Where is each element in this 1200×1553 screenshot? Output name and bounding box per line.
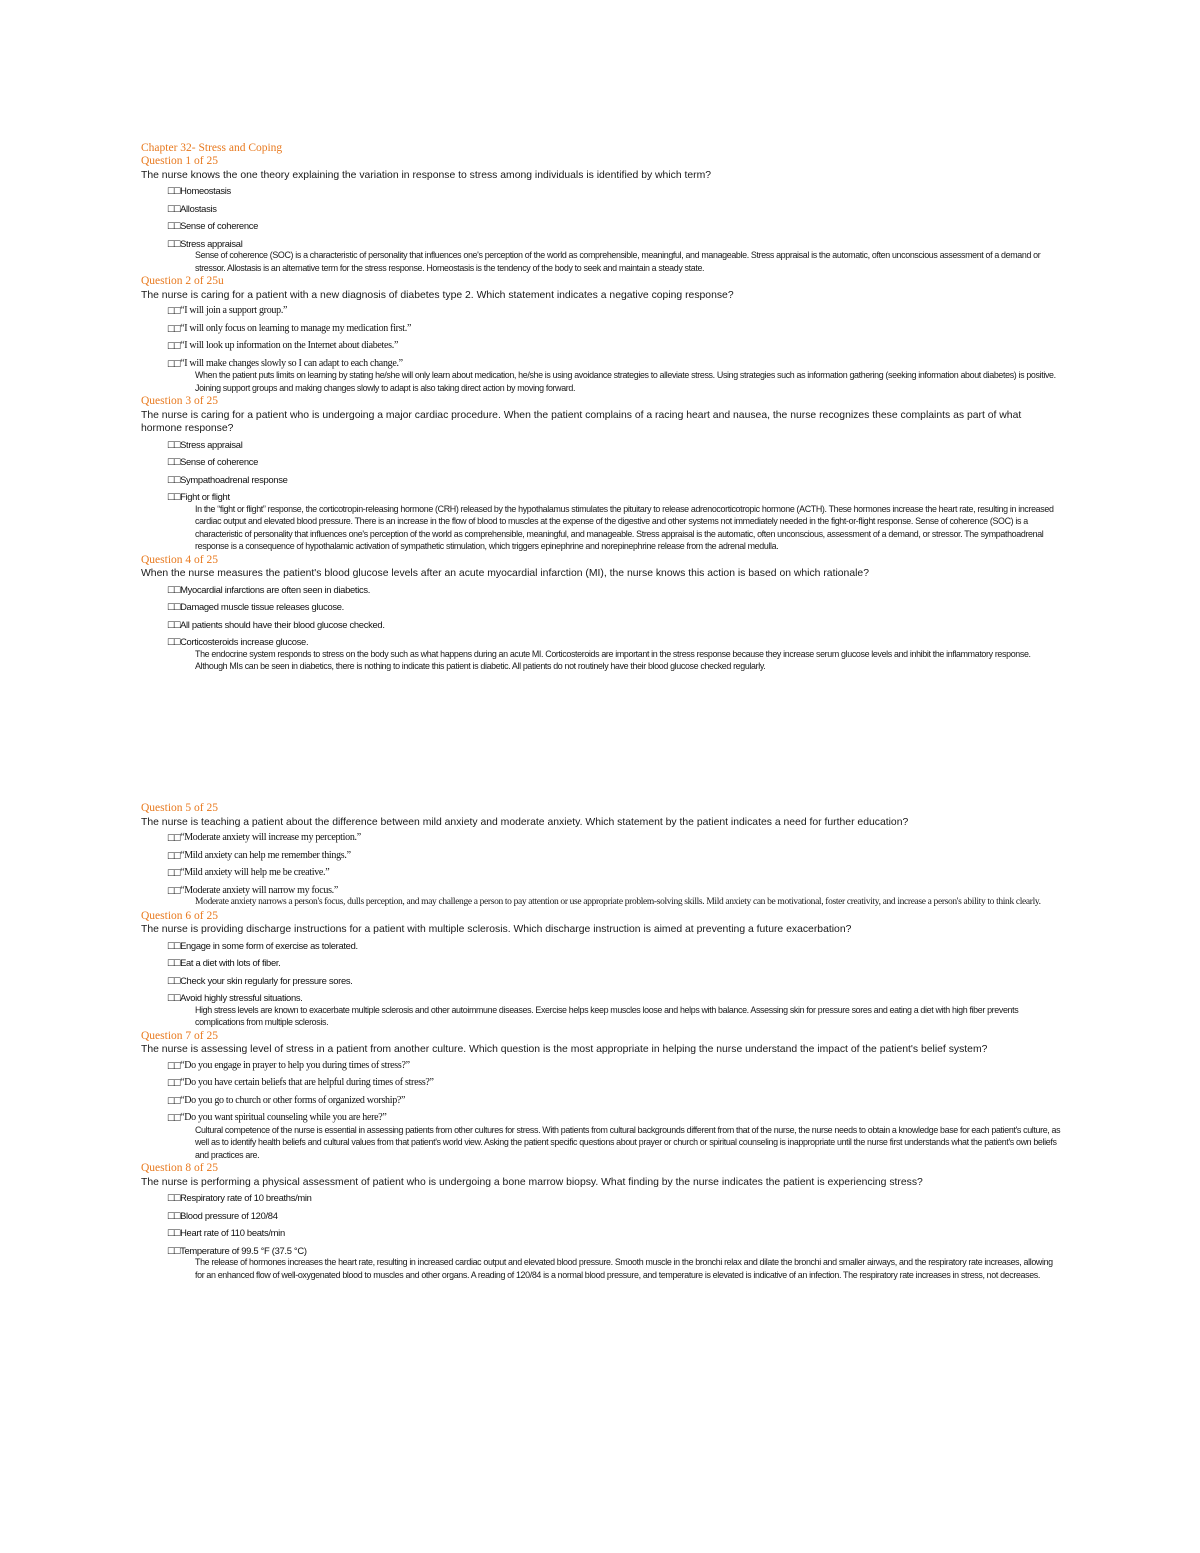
option-text: Sense of coherence	[180, 456, 259, 467]
checkbox-icon: □□	[167, 975, 180, 986]
option-text: Temperature of 99.5 °F (37.5 °C)	[180, 1244, 307, 1256]
answer-options	[141, 584, 1061, 649]
checkbox-icon: □□	[167, 940, 180, 951]
question-stem: The nurse is teaching a patient about the difference between mild anxiety and moderate anxiety. Which statement by the patient indicates a need for further education?	[141, 816, 909, 828]
checkbox-icon: □□	[167, 993, 180, 1003]
option-text: Corticosteroids increase glucose.	[180, 636, 309, 647]
answer-option[interactable]	[167, 1112, 1061, 1124]
checkbox-icon: □□	[167, 186, 180, 196]
answer-option[interactable]	[167, 584, 1061, 596]
checkbox-icon: □□	[167, 1113, 180, 1123]
answer-options	[141, 185, 1061, 250]
option-text: Blood pressure of 120/84	[180, 1209, 278, 1221]
question-number: Question 6 of 25	[141, 909, 218, 922]
checkbox-icon: □□	[167, 238, 180, 249]
checkbox-icon: □□	[167, 602, 180, 612]
question-number: Question 8 of 25	[141, 1162, 218, 1174]
rationale: In the “fight or flight” response, the corticotropin-releasing hormone (CRH) released by the hypothalamus stimulates the pituitary to release adrenocorticotropic hormone (ACTH). These hormones increase the heart rate, resulting in increased cardiac output and elevated blood pressure. There is an increase in the flow of blood to muscles at the expense of the digestive and other systems not immediately needed in the fight-or-flight response. Sense of coherence (SOC) is a characteristic of personality that influences one's perception of the world as comprehensible, meaningful, and manageable. Stress appraisal is the automatic, often unconscious, assessment of a demand, or stressor. The sympathoadrenal response is a consequence of hypothalamic activation of sympathetic stimulation, which triggers epinephrine and norepinephrine release from the adrenal medulla.	[195, 503, 1054, 551]
option-text: “Mild anxiety can help me remember things.”	[180, 849, 351, 861]
question-6	[141, 910, 1061, 1029]
question-number: Question 3 of 25	[141, 395, 218, 407]
checkbox-icon: □□	[167, 358, 180, 369]
checkbox-icon: □□	[167, 306, 180, 316]
checkbox-icon: □□	[167, 474, 180, 485]
option-text: Allostasis	[180, 202, 217, 214]
rationale: High stress levels are known to exacerbate multiple sclerosis and other autoimmune diseases. Exercise helps keep muscles loose and helps with balance. Assessing skin for pressure sores and eating a diet with high fiber prevents complications from multiple sclerosis.	[195, 1004, 1019, 1027]
checkbox-icon: □□	[167, 637, 180, 647]
answer-option[interactable]	[167, 601, 1061, 613]
answer-option[interactable]	[167, 885, 1061, 897]
option-text: “I will make changes slowly so I can adapt to each change.”	[180, 357, 403, 369]
question-3	[141, 395, 1061, 553]
answer-option[interactable]	[167, 439, 1061, 451]
answer-option[interactable]	[167, 850, 1061, 862]
option-text: Respiratory rate of 10 breaths/min	[180, 1192, 312, 1203]
rationale: The release of hormones increases the heart rate, resulting in increased cardiac output and elevated blood pressure. Smooth muscle in the bronchi relax and dilate the bronchi and smaller airways, and the respiratory rate increases, allowing for an enhanced flow of well-oxygenated blood to muscles and other organs. A reading of 120/84 is a normal blood pressure, and temperature is elevated is indicative of an infection. The respiratory rate increases in stress, not decreases.	[195, 1257, 1053, 1280]
question-number: Question 2 of 25u	[141, 275, 224, 287]
answer-option[interactable]	[167, 305, 1061, 317]
checkbox-icon: □□	[167, 457, 180, 467]
checkbox-icon: □□	[167, 868, 180, 878]
checkbox-icon: □□	[167, 958, 180, 968]
question-stem: The nurse is caring for a patient who is undergoing a major cardiac procedure. When the patient complains of a racing heart and nausea, the nurse recognizes these complaints as part of what hormone response?	[141, 409, 1022, 434]
checkbox-icon: □□	[167, 1078, 180, 1088]
answer-option[interactable]	[167, 619, 1061, 631]
question-1	[141, 155, 1061, 274]
answer-options	[141, 832, 1061, 897]
answer-option[interactable]	[167, 1095, 1061, 1107]
answer-option[interactable]	[167, 992, 1061, 1004]
checkbox-icon: □□	[167, 221, 180, 231]
checkbox-icon: □□	[167, 1095, 180, 1106]
option-text: Eat a diet with lots of fiber.	[180, 957, 281, 968]
option-text: Stress appraisal	[180, 237, 243, 249]
question-7	[141, 1030, 1061, 1162]
option-text: “I will only focus on learning to manage my medication first.”	[180, 322, 412, 334]
rationale: When the patient puts limits on learning by stating he/she will only learn about medication, he/she is using avoidance strategies to alleviate stress. Using strategies such as information gathering (seeking information about diabetes) is positive. Joining support groups and making changes slowly to adapt is also taking direct action by moving forward.	[195, 370, 1056, 393]
page-content-top	[141, 141, 1061, 674]
option-text: “I will look up information on the Internet about diabetes.”	[180, 340, 399, 351]
option-text: Heart rate of 110 beats/min	[180, 1227, 285, 1238]
answer-option[interactable]	[167, 238, 1061, 250]
answer-option[interactable]	[167, 323, 1061, 335]
answer-option[interactable]	[167, 340, 1061, 352]
checkbox-icon: □□	[167, 833, 180, 843]
question-stem: The nurse is caring for a patient with a new diagnosis of diabetes type 2. Which statement indicates a negative coping response?	[141, 289, 734, 301]
option-text: “Do you go to church or other forms of organized worship?”	[180, 1094, 406, 1106]
option-text: “Do you have certain beliefs that are helpful during times of stress?”	[180, 1077, 434, 1088]
option-text: “Do you engage in prayer to help you during times of stress?”	[180, 1059, 410, 1071]
option-text: “Moderate anxiety will increase my perception.”	[180, 832, 361, 843]
answer-option[interactable]	[167, 203, 1061, 215]
question-number: Question 1 of 25	[141, 155, 218, 167]
answer-options	[141, 305, 1061, 370]
option-text: Sympathoadrenal response	[180, 473, 288, 485]
checkbox-icon: □□	[167, 885, 180, 896]
rationale: The endocrine system responds to stress on the body such as what happens during an acute MI. Corticosteroids are important in the stress response because they increase serum glucose levels and inhibit the inflammatory response. Although MIs can be seen in diabetics, there is nothing to indicate this patient is diabetic. All patients do not routinely have their blood glucose checked regularly.	[195, 648, 1031, 671]
checkbox-icon: □□	[167, 1060, 180, 1071]
answer-option[interactable]	[167, 474, 1061, 486]
checkbox-icon: □□	[167, 203, 180, 214]
answer-option[interactable]	[167, 358, 1061, 370]
answer-option[interactable]	[167, 1210, 1061, 1222]
answer-option[interactable]	[167, 1192, 1061, 1204]
answer-option[interactable]	[167, 832, 1061, 844]
rationale: Sense of coherence (SOC) is a characteristic of personality that influences one's perception of the world as comprehensible, meaningful, and manageable. Stress appraisal is the automatic, often unconscious assessment of a demand or stressor. Allostasis is an alternative term for the stress response. Homeostasis is the tendency of the body to seek and maintain a steady state.	[195, 250, 1041, 273]
option-text: “Do you want spiritual counseling while you are here?”	[180, 1112, 387, 1123]
answer-option[interactable]	[167, 1227, 1061, 1239]
checkbox-icon: □□	[167, 584, 180, 595]
answer-option[interactable]	[167, 491, 1061, 503]
option-text: All patients should have their blood glucose checked.	[180, 618, 385, 630]
answer-option[interactable]	[167, 957, 1061, 969]
checkbox-icon: □□	[167, 1193, 180, 1203]
checkbox-icon: □□	[167, 619, 180, 630]
option-text: Avoid highly stressful situations.	[180, 992, 303, 1003]
chapter-title: Chapter 32- Stress and Coping	[141, 142, 283, 154]
option-text: Fight or flight	[180, 491, 230, 502]
option-text: Damaged muscle tissue releases glucose.	[180, 601, 344, 612]
checkbox-icon: □□	[167, 492, 180, 502]
answer-option[interactable]	[167, 867, 1061, 879]
checkbox-icon: □□	[167, 1245, 180, 1256]
question-2	[141, 275, 1061, 394]
rationale: Cultural competence of the nurse is essential in assessing patients from other cultures for stress. With patients from cultural backgrounds different from that of the nurse, the nurse needs to obtain a knowledge base for each patient's culture, as well as to identify health beliefs and cultural values from that patient's world view. Asking the patient specific questions about prayer or church or spiritual counseling is inappropriate until the nurse first understands what the patient's own beliefs and practices are.	[195, 1124, 1061, 1160]
question-number: Question 4 of 25	[141, 553, 218, 566]
answer-options	[141, 940, 1061, 1005]
question-stem: The nurse is providing discharge instructions for a patient with multiple sclerosis. Which discharge instruction is aimed at preventing a future exacerbation?	[141, 924, 852, 935]
answer-options	[141, 1192, 1061, 1257]
answer-options	[141, 1060, 1061, 1125]
option-text: Sense of coherence	[180, 220, 259, 231]
answer-option[interactable]	[167, 1077, 1061, 1089]
option-text: Homeostasis	[180, 185, 231, 196]
question-8	[141, 1162, 1061, 1281]
answer-option[interactable]	[167, 220, 1061, 232]
answer-option[interactable]	[167, 1245, 1061, 1257]
rationale: Moderate anxiety narrows a person's focus, dulls perception, and may challenge a person to pay attention or use appropriate problem-solving skills. Mild anxiety can be motivational, foster creativity, and increase a person's ability to think clearly.	[195, 897, 1041, 907]
question-4	[141, 554, 1061, 673]
answer-options	[141, 439, 1061, 504]
answer-option[interactable]	[167, 456, 1061, 468]
question-number: Question 5 of 25	[141, 802, 218, 814]
checkbox-icon: □□	[167, 1210, 180, 1221]
answer-option[interactable]	[167, 636, 1061, 648]
question-5	[141, 802, 1061, 909]
question-stem: The nurse is performing a physical assessment of patient who is undergoing a bone marrow biopsy. What finding by the nurse indicates the patient is experiencing stress?	[141, 1176, 923, 1188]
question-stem: The nurse knows the one theory explaining the variation in response to stress among individuals is identified by which term?	[141, 169, 712, 181]
checkbox-icon: □□	[167, 850, 180, 861]
answer-option[interactable]	[167, 1060, 1061, 1072]
option-text: Check your skin regularly for pressure sores.	[180, 974, 353, 986]
option-text: Engage in some form of exercise as tolerated.	[180, 939, 358, 951]
checkbox-icon: □□	[167, 1228, 180, 1238]
checkbox-icon: □□	[167, 323, 180, 334]
question-stem: When the nurse measures the patient's blood glucose levels after an acute myocardial infarction (MI), the nurse knows this action is based on which rationale?	[141, 568, 869, 579]
option-text: “Mild anxiety will help me be creative.”	[180, 867, 330, 878]
checkbox-icon: □□	[167, 341, 180, 351]
question-stem: The nurse is assessing level of stress in a patient from another culture. Which question is the most appropriate in helping the nurse understand the impact of the patient's belief system?	[141, 1044, 988, 1055]
option-text: Myocardial infarctions are often seen in diabetics.	[180, 583, 371, 595]
question-number: Question 7 of 25	[141, 1029, 218, 1042]
answer-option[interactable]	[167, 975, 1061, 987]
option-text: “I will join a support group.”	[180, 305, 288, 316]
option-text: Stress appraisal	[180, 438, 243, 450]
page-content-bottom	[141, 802, 1061, 1282]
answer-option[interactable]	[167, 185, 1061, 197]
checkbox-icon: □□	[167, 439, 180, 450]
answer-option[interactable]	[167, 940, 1061, 952]
option-text: “Moderate anxiety will narrow my focus.”	[180, 884, 339, 896]
